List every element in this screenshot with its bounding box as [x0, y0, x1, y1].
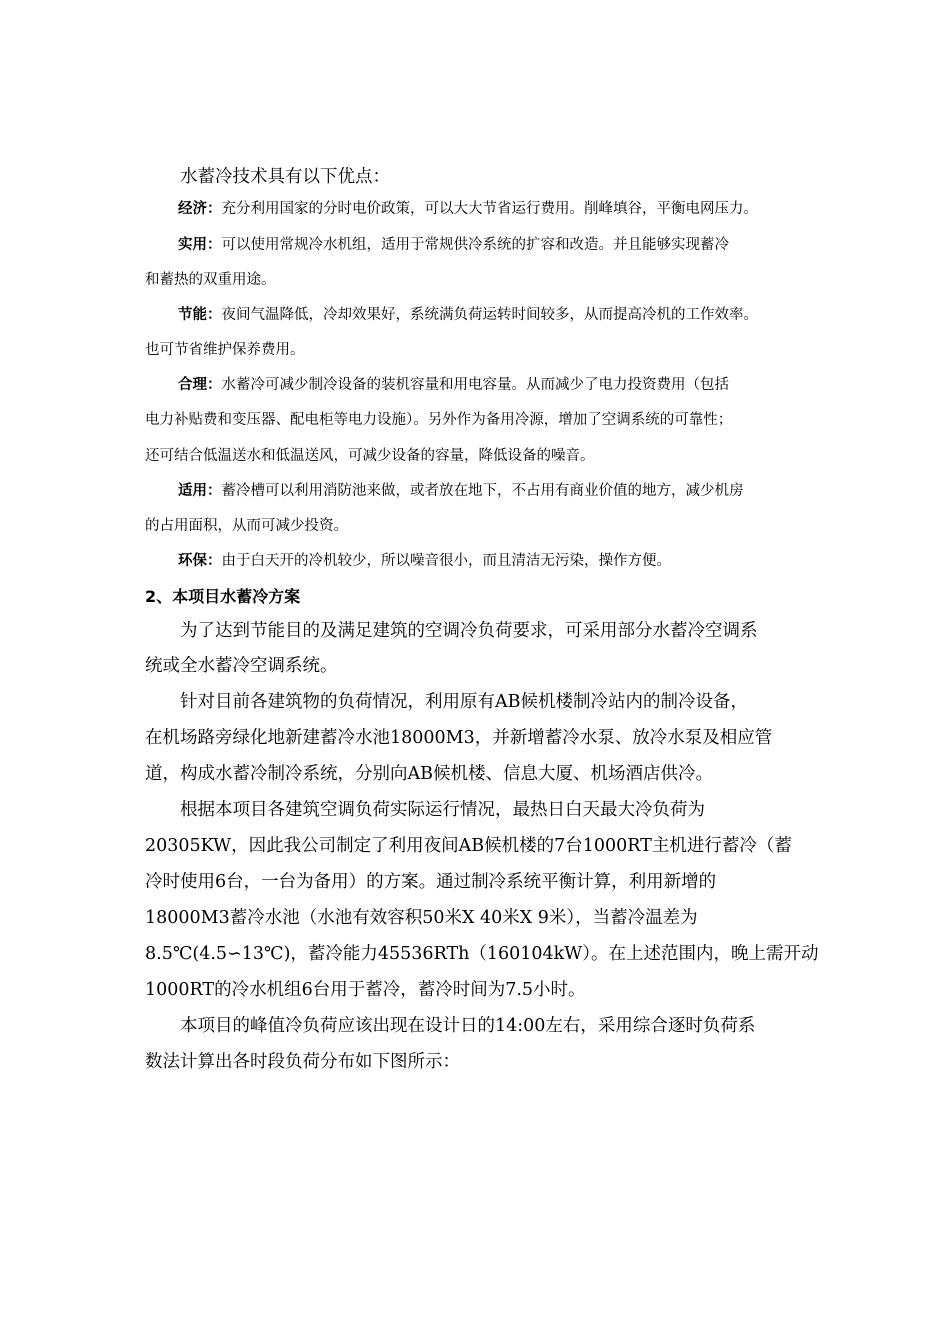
advantage-label: 合理： [178, 377, 222, 393]
paragraph-line: 冷时使用6台，一台为备用）的方案。通过制冷系统平衡计算，利用新增的 [145, 872, 717, 892]
paragraph-line: 道，构成水蓄冷制冷系统，分别向AB候机楼、信息大厦、机场酒店供冷。 [145, 764, 713, 784]
advantage-text-continued: 也可节省维护保养费用。 [145, 342, 305, 358]
advantage-economy [178, 197, 758, 218]
advantage-label: 实用： [178, 237, 222, 253]
intro-text: 水蓄冷技术具有以下优点： [180, 167, 390, 187]
paragraph-line: 根据本项目各建筑空调负荷实际运行情况，最热日白天最大冷负荷为 [180, 800, 705, 820]
paragraph-line: 8.5℃(4.5∽13℃)，蓄冷能力45536RTh（160104kW）。在上述范围内，晚上需开动 [145, 944, 819, 964]
advantage-practical [178, 233, 729, 254]
advantage-label: 环保： [178, 553, 222, 569]
advantage-label: 节能： [178, 307, 222, 323]
advantage-label: 适用： [178, 483, 222, 499]
advantage-text-continued: 电力补贴费和变压器、配电柜等电力设施）。另外作为备用冷源，增加了空调系统的可靠性； [145, 412, 733, 428]
paragraph-line: 数法计算出各时段负荷分布如下图所示： [145, 1052, 460, 1072]
advantage-energy [178, 303, 758, 324]
section-heading: 2、本项目水蓄冷方案 [145, 587, 301, 606]
advantage-rational [178, 373, 729, 394]
advantage-text-continued: 和蓄热的双重用途。 [145, 272, 276, 288]
paragraph-line: 针对目前各建筑物的负荷情况，利用原有AB候机楼制冷站内的制冷设备， [180, 692, 748, 712]
paragraph-line: 为了达到节能目的及满足建筑的空调冷负荷要求，可采用部分水蓄冷空调系 [180, 621, 758, 641]
advantage-label: 经济： [178, 201, 222, 217]
advantage-text-continued: 的占用面积，从而可减少投资。 [145, 518, 348, 534]
paragraph-line: 20305KW，因此我公司制定了利用夜间AB候机楼的7台1000RT主机进行蓄冷（蓄 [145, 836, 792, 856]
paragraph-line: 1000RT的冷水机组6台用于蓄冷，蓄冷时间为7.5小时。 [145, 980, 586, 1000]
advantage-environmental [178, 549, 671, 570]
paragraph-line: 本项目的峰值冷负荷应该出现在设计日的14:00左右，采用综合逐时负荷系 [180, 1016, 756, 1036]
paragraph-line: 18000M3蓄冷水池（水池有效容积50米X 40米X 9米），当蓄冷温差为 [145, 908, 698, 928]
advantage-text: 由于白天开的冷机较少，所以噪音很小，而且清洁无污染，操作方便。 [221, 553, 671, 569]
paragraph-line: 统或全水蓄冷空调系统。 [145, 656, 338, 676]
advantage-text: 可以使用常规冷水机组，适用于常规供冷系统的扩容和改造。并且能够实现蓄冷 [221, 237, 729, 253]
advantage-applicable [178, 479, 744, 500]
advantage-text: 夜间气温降低，冷却效果好，系统满负荷运转时间较多，从而提高冷机的工作效率。 [221, 307, 758, 323]
paragraph-line: 在机场路旁绿化地新建蓄冷水池18000M3，并新增蓄冷水泵、放冷水泵及相应管 [145, 728, 773, 748]
advantage-text-continued: 还可结合低温送水和低温送风，可减少设备的容量，降低设备的噪音。 [145, 448, 595, 464]
advantage-text: 充分利用国家的分时电价政策，可以大大节省运行费用。削峰填谷，平衡电网压力。 [221, 201, 758, 217]
advantage-text: 蓄冷槽可以利用消防池来做，或者放在地下，不占用有商业价值的地方，减少机房 [221, 483, 744, 499]
advantage-text: 水蓄冷可减少制冷设备的装机容量和用电容量。从而减少了电力投资费用（包括 [221, 377, 729, 393]
